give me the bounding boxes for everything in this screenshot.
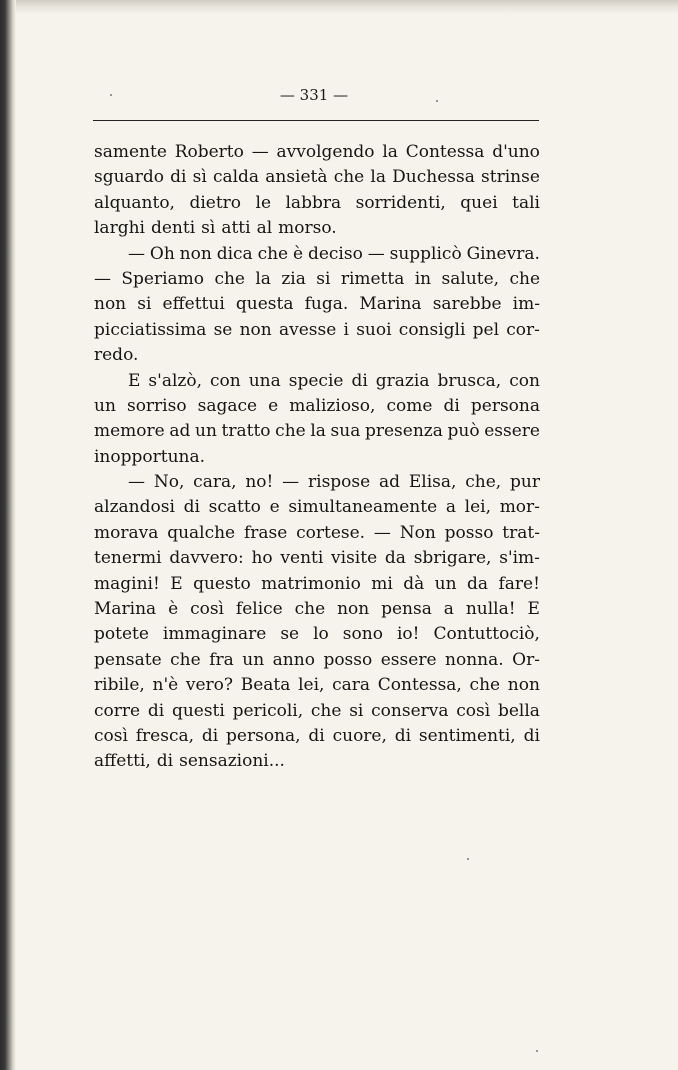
word: atti xyxy=(221,218,251,239)
word: di xyxy=(523,725,540,746)
word: pensate xyxy=(94,649,162,670)
word: tratto xyxy=(221,421,271,442)
word: con xyxy=(210,370,241,391)
word: può xyxy=(447,421,480,442)
word: Speriamo xyxy=(121,268,205,289)
word: la xyxy=(382,142,398,162)
word: Contessa, xyxy=(377,675,462,696)
text-line xyxy=(94,394,540,419)
word: che xyxy=(170,649,201,670)
text-line xyxy=(94,572,540,597)
word: lei, xyxy=(464,497,491,518)
word: che xyxy=(333,167,365,188)
word: come xyxy=(386,395,433,416)
word: — xyxy=(251,142,269,162)
text-line xyxy=(94,419,540,444)
word: potete xyxy=(94,624,149,645)
word: di xyxy=(147,700,165,721)
word: alzandosi xyxy=(94,497,175,518)
word: non xyxy=(337,599,370,620)
word: sagace xyxy=(197,395,258,416)
word: dà xyxy=(403,573,425,594)
text-line xyxy=(94,724,540,749)
word: rispose xyxy=(308,472,371,493)
word: di xyxy=(170,167,187,188)
word: brusca, xyxy=(437,370,502,391)
word: in xyxy=(414,268,432,289)
text-line xyxy=(94,622,540,647)
word: sì xyxy=(201,218,216,239)
word: — xyxy=(94,268,111,289)
text-line xyxy=(94,191,540,216)
word: labbra xyxy=(285,192,342,213)
word: — xyxy=(128,472,145,493)
word: salute, xyxy=(441,268,500,289)
word: lei, xyxy=(298,675,325,696)
text-line xyxy=(94,140,540,165)
word: ad xyxy=(379,472,401,493)
word: che xyxy=(509,268,540,289)
word: presenza xyxy=(364,421,443,442)
paper-speck xyxy=(436,100,438,102)
word: sarebbe xyxy=(432,294,502,315)
word: magini! xyxy=(94,573,160,594)
word: di xyxy=(394,725,412,746)
word: essere xyxy=(380,649,437,670)
word: ho xyxy=(251,548,273,569)
text-line xyxy=(94,699,540,724)
word: No, xyxy=(153,472,185,493)
word: matrimonio xyxy=(261,573,361,594)
word: fresca, xyxy=(135,725,195,746)
word: calda xyxy=(212,167,260,188)
word: tali xyxy=(512,192,540,213)
word: dica xyxy=(216,243,253,264)
word: a xyxy=(443,599,454,620)
text-line xyxy=(94,470,540,495)
word: così xyxy=(456,700,491,721)
word: davvero: xyxy=(169,548,244,569)
word: ansietà xyxy=(265,167,328,188)
word: fuga. xyxy=(304,294,349,315)
word: una xyxy=(248,370,281,391)
word: Marina xyxy=(94,599,157,620)
word: specie xyxy=(288,370,344,391)
word: morava xyxy=(94,522,159,543)
word: s'alzò, xyxy=(148,370,202,391)
word: che xyxy=(257,243,289,264)
word: di xyxy=(308,725,325,746)
word: Ginevra. xyxy=(466,243,540,264)
word: conserva xyxy=(371,700,449,721)
word: cor- xyxy=(506,319,540,340)
word: le xyxy=(255,192,272,213)
text-line xyxy=(94,648,540,673)
word: sono xyxy=(342,624,383,645)
word: la xyxy=(370,167,386,188)
word: venti xyxy=(280,548,324,569)
word: questa xyxy=(235,294,294,315)
word: persona xyxy=(470,395,540,416)
word: frase xyxy=(243,522,288,543)
word: un xyxy=(94,395,116,416)
text-line xyxy=(94,521,540,546)
word: e xyxy=(269,497,280,518)
word: che, xyxy=(465,472,502,493)
word: persona, xyxy=(226,725,301,746)
word: sorriso xyxy=(126,395,187,416)
word: la xyxy=(255,268,271,289)
word: un xyxy=(242,649,265,670)
word: pensa xyxy=(381,599,432,620)
word: che xyxy=(275,421,306,442)
word: e xyxy=(268,395,279,416)
text-line xyxy=(94,216,540,241)
text-line xyxy=(94,749,540,774)
word: cortese. xyxy=(296,522,366,543)
word: corre xyxy=(94,700,141,721)
word: si xyxy=(137,294,152,315)
word: trat- xyxy=(502,522,540,543)
word: sorridenti, xyxy=(355,192,446,213)
text-line xyxy=(94,546,540,571)
page-number: — 331 — xyxy=(279,86,349,104)
word: Contessa xyxy=(405,142,485,162)
word: — xyxy=(128,243,145,264)
text-line xyxy=(94,318,540,343)
word: non xyxy=(239,319,272,340)
word: ribile, xyxy=(94,675,145,696)
text-line xyxy=(94,267,540,292)
word: Beata xyxy=(240,675,291,696)
word: — xyxy=(282,472,300,493)
word: grazia xyxy=(375,370,430,391)
text-line xyxy=(94,445,540,470)
word: simultaneamente xyxy=(288,497,438,518)
word: nonna. xyxy=(445,649,504,670)
word: da xyxy=(384,548,406,569)
word: nulla! xyxy=(465,599,516,620)
paper-speck xyxy=(467,858,469,860)
word: cara xyxy=(332,675,371,696)
word: visite xyxy=(331,548,378,569)
paper-speck xyxy=(110,94,112,96)
word: memore xyxy=(94,421,165,442)
word: si xyxy=(349,700,364,721)
word: malizioso, xyxy=(289,395,376,416)
word: Or- xyxy=(512,649,540,670)
word: n'è xyxy=(152,675,179,696)
word: bella xyxy=(497,700,540,721)
word: non xyxy=(179,243,212,264)
word: Oh xyxy=(149,243,175,264)
word: di xyxy=(443,395,460,416)
word: avesse xyxy=(278,319,337,340)
word: di xyxy=(156,751,174,772)
word: affetti, xyxy=(94,751,151,772)
word: supplicò xyxy=(389,243,462,264)
word: di xyxy=(351,370,368,391)
word: — xyxy=(373,522,391,543)
word: suoi xyxy=(356,319,392,340)
word: dietro xyxy=(189,192,242,213)
word: effettui xyxy=(162,294,225,315)
word: è xyxy=(168,599,179,620)
word: pur xyxy=(510,472,540,493)
word: Contuttociò, xyxy=(433,624,540,645)
word: Elisa, xyxy=(408,472,457,493)
text-line xyxy=(94,369,540,394)
text-line xyxy=(94,242,540,267)
word: alquanto, xyxy=(94,192,175,213)
word: Marina xyxy=(359,294,422,315)
word: strinse xyxy=(481,167,540,188)
word: scatto xyxy=(208,497,261,518)
word: sensazioni... xyxy=(179,751,285,772)
word: mor- xyxy=(499,497,540,518)
word: io! xyxy=(396,624,420,645)
word: qualche xyxy=(167,522,236,543)
word: un xyxy=(434,573,457,594)
word: non xyxy=(507,675,540,696)
word: redo. xyxy=(94,345,139,366)
word: E xyxy=(170,573,183,594)
word: sbrigare, xyxy=(413,548,492,569)
word: un xyxy=(195,421,217,442)
word: che xyxy=(469,675,501,696)
text-line xyxy=(94,673,540,698)
paper-speck xyxy=(536,1050,538,1052)
word: sì xyxy=(192,167,207,188)
word: a xyxy=(445,497,456,518)
text-line xyxy=(94,597,540,622)
word: così xyxy=(94,725,128,746)
word: si xyxy=(316,268,331,289)
word: di xyxy=(183,497,200,518)
word: pel xyxy=(472,319,500,340)
text-line xyxy=(94,495,540,520)
book-spine-edge xyxy=(0,0,16,1070)
word: felice xyxy=(235,599,283,620)
word: im- xyxy=(512,294,540,315)
word: che xyxy=(294,599,326,620)
word: da xyxy=(467,573,489,594)
word: mi xyxy=(371,573,393,594)
word: sguardo xyxy=(94,167,164,188)
word: che xyxy=(214,268,245,289)
word: inopportuna. xyxy=(94,446,206,467)
word: fare! xyxy=(498,573,540,594)
text-line xyxy=(94,165,540,190)
body-text xyxy=(94,140,540,775)
word: anno xyxy=(272,649,315,670)
word: no! xyxy=(245,472,274,493)
word: se xyxy=(213,319,233,340)
word: la xyxy=(310,421,326,442)
word: i xyxy=(343,319,349,340)
header-rule xyxy=(93,120,539,121)
word: — xyxy=(367,243,385,264)
word: posso xyxy=(444,522,494,543)
word: denti xyxy=(150,218,196,239)
word: è xyxy=(293,243,304,264)
word: larghi xyxy=(94,218,145,239)
word: di xyxy=(201,725,219,746)
word: zia xyxy=(281,268,306,289)
word: E xyxy=(527,599,540,620)
word: vero? xyxy=(185,675,234,696)
word: Duchessa xyxy=(392,167,475,188)
word: lo xyxy=(313,624,329,645)
word: cara, xyxy=(193,472,237,493)
word: essere xyxy=(484,421,540,442)
word: d'uno xyxy=(492,142,540,162)
word: così xyxy=(190,599,224,620)
word: immaginare xyxy=(162,624,267,645)
word: questi xyxy=(171,700,225,721)
word: sua xyxy=(330,421,361,442)
word: ad xyxy=(169,421,191,442)
word: tenermi xyxy=(94,548,162,569)
word: E xyxy=(128,370,141,391)
word: non xyxy=(94,294,127,315)
word: se xyxy=(280,624,300,645)
word: consigli xyxy=(398,319,466,340)
word: posso xyxy=(323,649,373,670)
word: questo xyxy=(193,573,251,594)
word: Non xyxy=(399,522,436,543)
word: samente xyxy=(94,142,167,162)
word: avvolgendo xyxy=(276,142,375,162)
text-line xyxy=(94,292,540,317)
word: morso. xyxy=(278,218,337,239)
page-top-shadow xyxy=(0,0,678,14)
word: picciatissima xyxy=(94,319,207,340)
word: fra xyxy=(209,649,234,670)
word: quei xyxy=(460,192,498,213)
word: con xyxy=(509,370,540,391)
word: deciso xyxy=(307,243,363,264)
text-line xyxy=(94,343,540,368)
word: al xyxy=(256,218,273,239)
word: rimetta xyxy=(340,268,405,289)
word: s'im- xyxy=(499,548,540,569)
word: Roberto xyxy=(174,142,244,162)
word: pericoli, xyxy=(232,700,304,721)
word: cuore, xyxy=(332,725,387,746)
word: sentimenti, xyxy=(418,725,516,746)
word: che xyxy=(310,700,342,721)
